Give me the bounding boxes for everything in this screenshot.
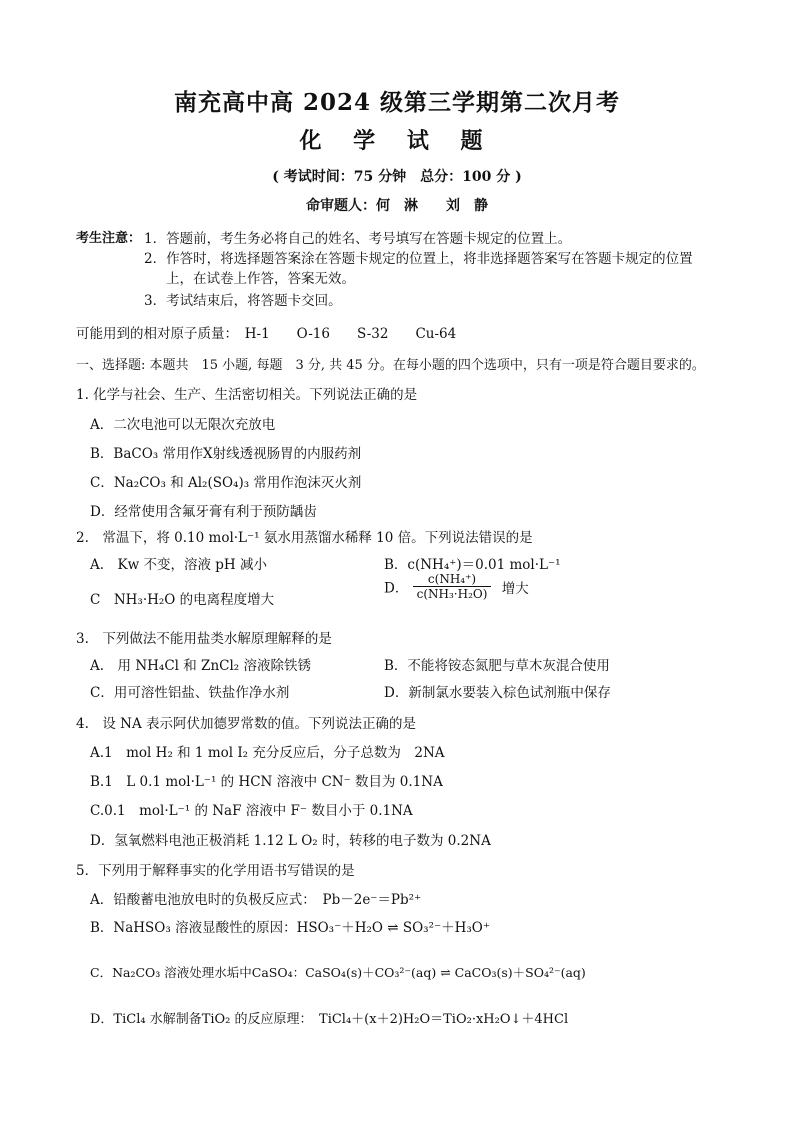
option-a: A. 用 NH₄Cl 和 ZnCl₂ 溶液除铁锈 xyxy=(90,658,311,674)
notice-item: 3．考试结束后，将答题卡交回。 xyxy=(144,293,342,309)
option-c: C NH₃·H₂O 的电离程度增大 xyxy=(90,592,275,608)
option-d xyxy=(384,572,529,601)
option-c: C．用可溶性铝盐、铁盐作净水剂 xyxy=(90,685,290,701)
fraction xyxy=(413,572,492,601)
option-b: B．c(NH₄⁺)＝0.01 mol·L⁻¹ xyxy=(384,557,561,573)
option-c: C.0.1 mol·L⁻¹ 的 NaF 溶液中 F⁻ 数目小于 0.1NA xyxy=(90,803,413,819)
option-d: D．TiCl₄ 水解制备TiO₂ 的反应原理： TiCl₄＋(x＋2)H₂O＝TiO₂·xH₂O↓＋4HCl xyxy=(90,1012,569,1027)
exam-subtitle: 化 学 试 题 xyxy=(299,128,495,154)
option-d: D．氢氧燃料电池正极消耗 1.12 L O₂ 时，转移的电子数为 0.2NA xyxy=(90,833,491,849)
notice-item: 上，在试卷上作答，答案无效。 xyxy=(166,271,355,287)
option-a: A．铅酸蓄电池放电时的负极反应式： Pb－2e⁻＝Pb²⁺ xyxy=(90,892,422,908)
question-stem: 2. 常温下，将 0.10 mol·L⁻¹ 氨水用蒸馏水稀释 10 倍。下列说法错误的是 xyxy=(76,530,533,546)
fraction-numerator: c(NH₄⁺) xyxy=(413,572,492,587)
exam-title: 南充高中高 2024 级第三学期第二次月考 xyxy=(173,89,621,116)
option-a: A．二次电池可以无限次充放电 xyxy=(90,417,276,433)
notice-item: 1．答题前，考生务必将自己的姓名、考号填写在答题卡规定的位置上。 xyxy=(144,231,572,247)
option-d-suffix: 增大 xyxy=(501,580,529,597)
option-a: A.1 mol H₂ 和 1 mol I₂ 充分反应后，分子总数为 2NA xyxy=(90,745,445,761)
option-d: D．新制氯水要装入棕色试剂瓶中保存 xyxy=(384,685,611,701)
question-stem: 1. 化学与社会、生产、生活密切相关。下列说法正确的是 xyxy=(76,387,418,403)
exam-authors: 命审题人：何 淋 刘 静 xyxy=(306,198,488,214)
option-d-prefix: D． xyxy=(384,580,409,597)
notice-item: 2．作答时，将选择题答案涂在答题卡规定的位置上，将非选择题答案写在答题卡规定的位置 xyxy=(144,251,693,267)
option-b: B．不能将铵态氮肥与草木灰混合使用 xyxy=(384,658,610,674)
option-b: B.1 L 0.1 mol·L⁻¹ 的 HCN 溶液中 CN⁻ 数目为 0.1NA xyxy=(90,774,443,790)
notice-label: 考生注意： xyxy=(76,231,142,246)
option-b: B．BaCO₃ 常用作X射线透视肠胃的内服药剂 xyxy=(90,446,362,462)
fraction-denominator: c(NH₃·H₂O) xyxy=(416,587,488,601)
option-d: D．经常使用含氟牙膏有利于预防龋齿 xyxy=(90,504,317,520)
section-heading: 一、选择题: 本题共 15 小题, 每题 3 分, 共 45 分。在每小题的四个选项中，只有一项是符合题目要求的。 xyxy=(76,358,705,373)
exam-info: ( 考试时间：75 分钟 总分：100 分 ) xyxy=(272,169,522,185)
question-stem: 5．下列用于解释事实的化学用语书写错误的是 xyxy=(76,863,355,879)
question-stem: 3. 下列做法不能用盐类水解原理解释的是 xyxy=(76,631,332,647)
option-c: C．Na₂CO₃ 溶液处理水垢中CaSO₄：CaSO₄(s)＋CO₃²⁻(aq) ⇌ CaCO₃(s)＋SO₄²⁻(aq) xyxy=(90,965,586,980)
option-a: A. Kw 不变，溶液 pH 减小 xyxy=(90,557,267,573)
option-b: B．NaHSO₃ 溶液显酸性的原因：HSO₃⁻＋H₂O ⇌ SO₃²⁻＋H₃O⁺ xyxy=(90,920,490,936)
option-c: C．Na₂CO₃ 和 Al₂(SO₄)₃ 常用作泡沫灭火剂 xyxy=(90,475,362,491)
question-stem: 4. 设 NA 表示阿伏加德罗常数的值。下列说法正确的是 xyxy=(76,716,417,732)
atomic-masses: 可能用到的相对原子质量： H-1 O-16 S-32 Cu-64 xyxy=(76,326,457,342)
